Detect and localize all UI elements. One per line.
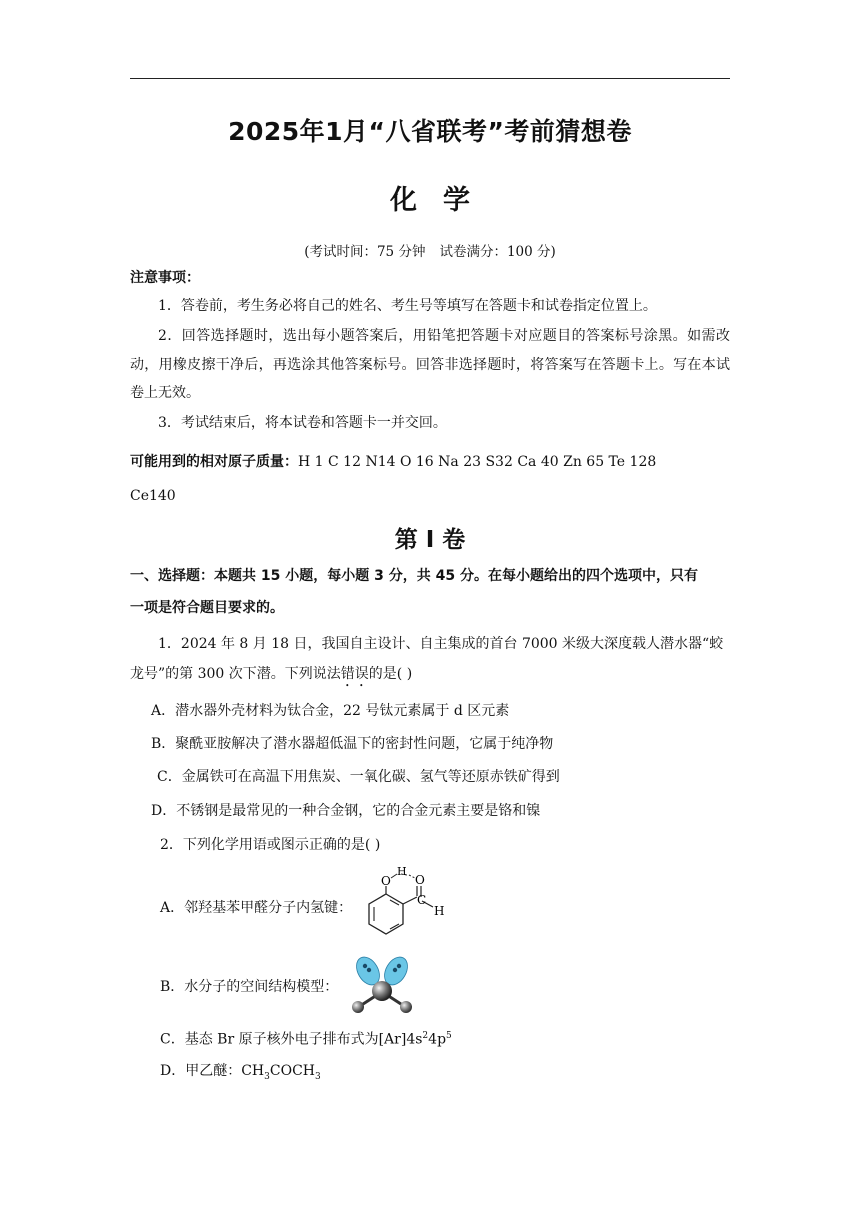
q1-stem-line1: 1．2024 年 8 月 18 日，我国自主设计、自主集成的首台 7000 米级大深度载人潜水器“蛟 <box>158 636 724 652</box>
q2-option-d: D．甲乙醚：$CH_3COCH_3$ <box>160 1063 321 1082</box>
atomic-mass-line-2: Ce140 <box>130 488 176 504</box>
atom-c: C <box>417 893 427 907</box>
q1-option-b: B．聚酰亚胺解决了潜水器超低温下的密封性问题，它属于纯净物 <box>151 736 554 752</box>
salicylaldehyde-structure <box>360 864 455 944</box>
exam-time: (考试时间：75 分钟 <box>304 244 426 260</box>
q1-stem-line2: 龙号”的第 300 次下潜。下列说法错误的是( ) <box>130 666 413 682</box>
section-title: 第 I 卷 <box>394 527 466 553</box>
note-item-1: 1．答卷前，考生务必将自己的姓名、考生号等填写在答题卡和试卷指定位置上。 <box>158 298 657 314</box>
exam-info <box>130 240 730 260</box>
atom-h: H <box>397 865 407 878</box>
q2-option-b: B．水分子的空间结构模型： <box>160 979 339 995</box>
q1-option-d: D．不锈钢是最常见的一种合金钢，它的合金元素主要是铬和镍 <box>151 803 541 819</box>
atomic-mass-label: 可能用到的相对原子质量： <box>130 454 298 470</box>
water-model-icon <box>348 955 416 1017</box>
note-item-3: 3．考试结束后，将本试卷和答题卡一并交回。 <box>158 415 447 431</box>
part-heading-line1: 一、选择题：本题共 15 小题，每小题 3 分，共 45 分。在每小题给出的四个选项中，只有 <box>130 568 698 584</box>
atom-o-carbonyl: O <box>415 873 425 887</box>
exam-title: 2025年1月“八省联考”考前猜想卷 <box>228 117 632 146</box>
atom-h-aldehyde: H <box>434 904 445 918</box>
atom-o: O <box>381 874 391 888</box>
subject-title: 化学 <box>390 185 496 216</box>
atomic-mass-values: H 1 C 12 N14 O 16 Na 23 S32 Ca 40 Zn 65 Te 128 <box>298 454 657 470</box>
emphasis-text: 错误 <box>340 666 369 682</box>
q1-option-c: C．金属铁可在高温下用焦炭、一氧化碳、氢气等还原赤铁矿得到 <box>157 769 560 785</box>
q2-option-c: C．基态 Br 原子核外电子排布式为$[Ar]4s^24p^5$ <box>160 1031 452 1048</box>
part-heading-line2: 一项是符合题目要求的。 <box>130 600 284 616</box>
q1-option-a: A．潜水器外壳材料为钛合金，22 号钛元素属于 d 区元素 <box>151 703 510 719</box>
atomic-mass-line <box>130 452 730 472</box>
q2-option-a: A．邻羟基苯甲醛分子内氢键： <box>160 900 353 916</box>
notes-heading: 注意事项： <box>130 270 200 286</box>
exam-score: 试卷满分：100 分) <box>439 244 556 260</box>
top-rule <box>130 78 730 79</box>
note-item-2: 2．回答选择题时，选出每小题答案后，用铅笔把答题卡对应题目的答案标号涂黑。如需改动，用橡皮擦干净后，再选涂其他答案标号。回答非选择题时，将答案写在答题卡上。写在本试卷上无效。 <box>130 328 730 401</box>
q2-stem: 2．下列化学用语或图示正确的是( ) <box>160 837 381 853</box>
